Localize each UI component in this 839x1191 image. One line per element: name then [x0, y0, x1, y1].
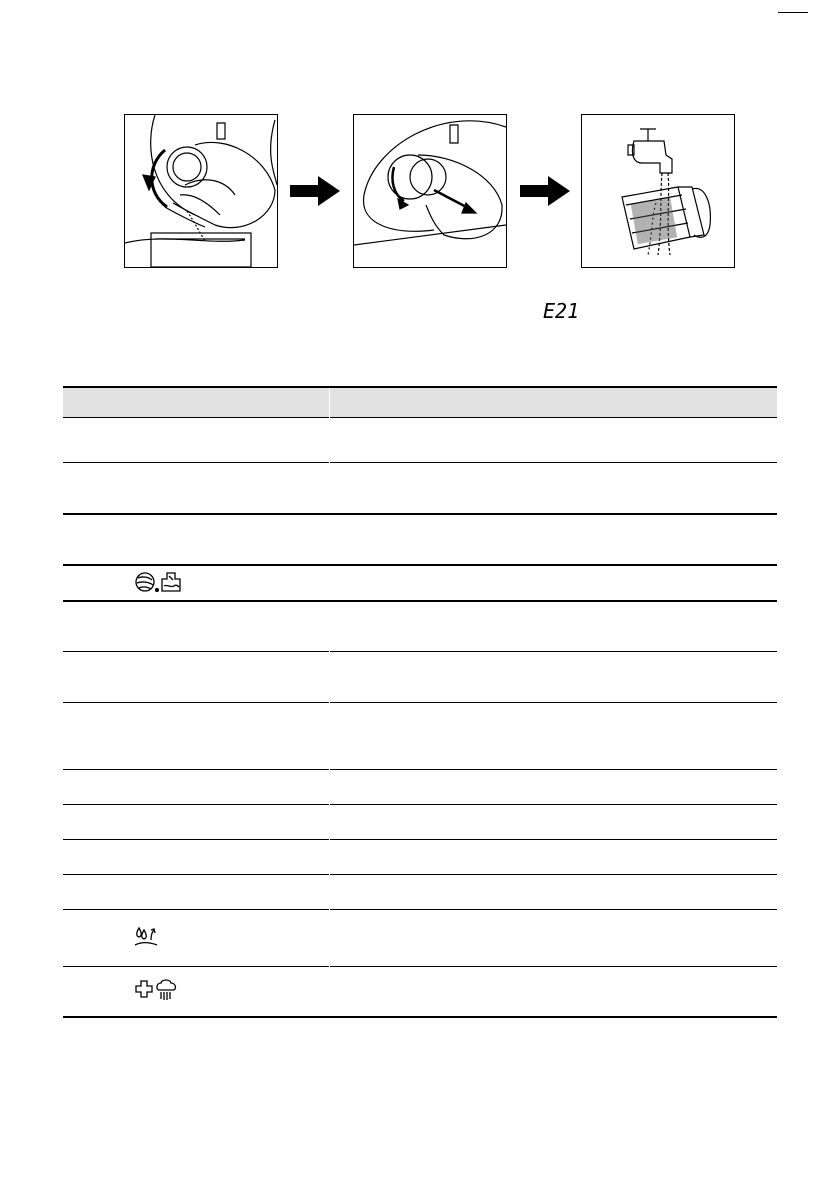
table-row: [63, 770, 777, 805]
table-row: [63, 463, 777, 514]
next-step-arrow: [290, 176, 340, 206]
table-header-row: [63, 387, 777, 418]
page-corner-line: [778, 0, 808, 1]
header-cell-solution: [330, 387, 778, 418]
error-code-text: E21: [543, 299, 580, 323]
table-row: [63, 840, 777, 875]
table-row: [63, 875, 777, 910]
table-row: [63, 565, 777, 601]
table-row: [63, 703, 777, 770]
error-code-display: [541, 298, 597, 324]
wool-and-handwash-icon: [133, 568, 183, 597]
header-cell-problem: [63, 387, 330, 418]
table-row: [63, 910, 777, 967]
troubleshooting-table: [63, 386, 777, 1018]
filter-cleaning-figure: [124, 114, 736, 268]
next-step-arrow: [520, 176, 570, 206]
step-panel-pull-out: [353, 114, 507, 268]
step-panel-unscrew: [124, 114, 278, 268]
table-row: [63, 805, 777, 840]
anti-allergy-drain-icon: [133, 924, 159, 953]
step-panel-rinse: [581, 114, 735, 268]
table-row: [63, 967, 777, 1017]
table-row: [63, 601, 777, 652]
table-row: [63, 514, 777, 565]
table-row: [63, 418, 777, 463]
steam-refresh-icon: [133, 977, 181, 1006]
table-row: [63, 652, 777, 703]
